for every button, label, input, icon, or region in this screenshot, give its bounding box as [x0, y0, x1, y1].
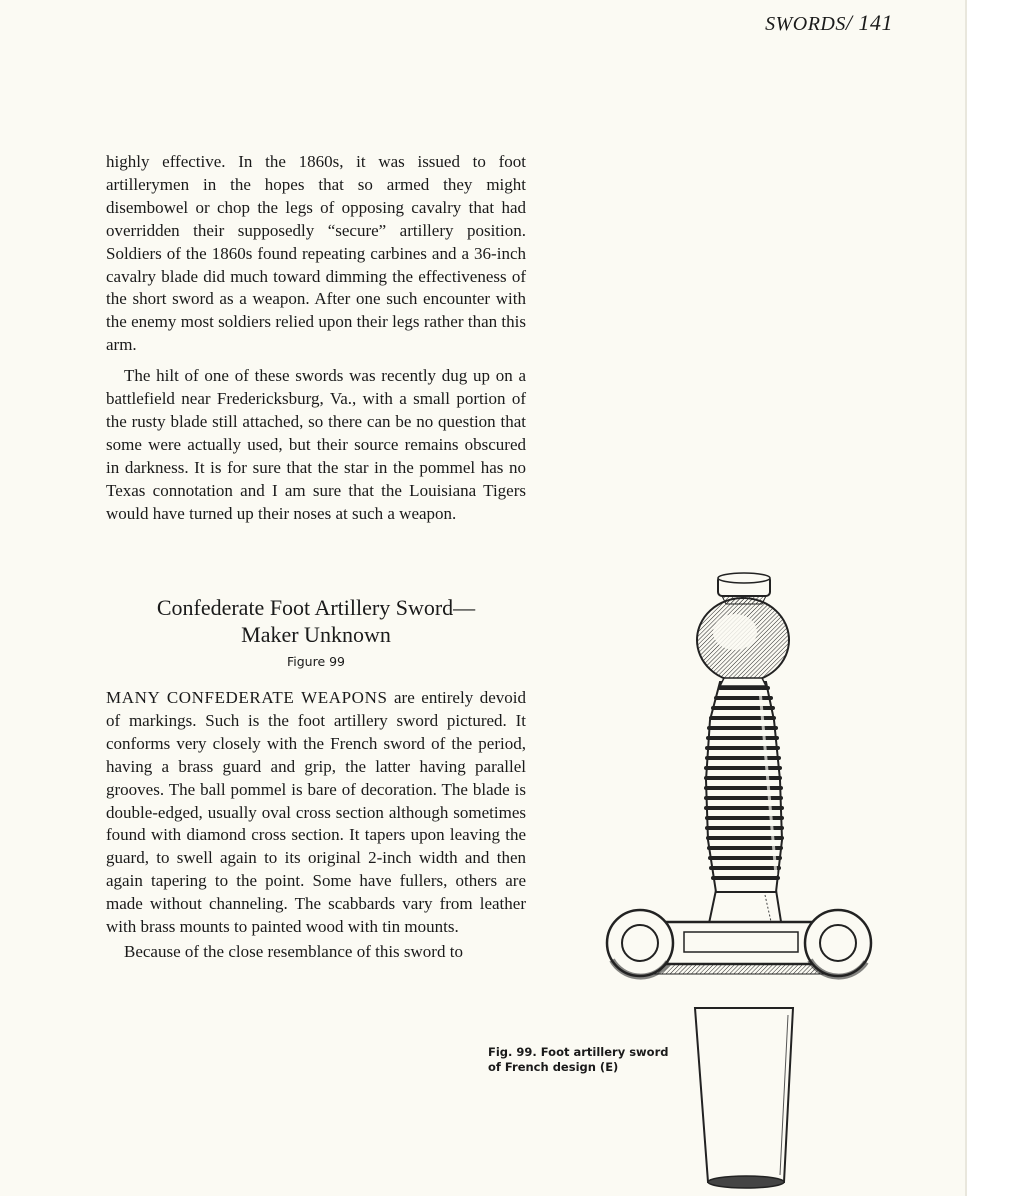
figure-label: Figure 99	[286, 654, 346, 669]
running-head-separator: /	[845, 10, 853, 35]
paragraph-3-body: are entirely devoid of markings. Such is the foot artillery sword pictured. It conforms very closely with the French sword of the period, having a brass guard and grip, the latter having parallel grooves. The ball pommel is bare of decoration. The blade is double-edged, usually oval cross section although sometimes found with diamond cross section. It tapers upon leaving the guard, to swell again to its original 2-inch width and then again tapering to the point. Some have fullers, others are made without channeling. The scabbards vary from leather with brass mounts to painted wood with tin mounts.	[106, 688, 526, 937]
figure-caption	[488, 1045, 678, 1075]
running-head	[765, 10, 893, 36]
running-head-section: SWORDS	[765, 13, 846, 35]
paragraph-3	[106, 687, 526, 939]
sword-blade	[695, 1008, 793, 1182]
caption-line-1: Fig. 99. Foot artillery sword	[488, 1045, 669, 1059]
section-title-line-2: Maker Unknown	[241, 622, 391, 647]
section-title-line-1: Confederate Foot Artillery Sword—	[156, 595, 476, 620]
paragraph-1: highly effective. In the 1860s, it was issued to foot artillerymen in the hopes that so armed they might disembowel or chop the legs of opposing cavalry that had overridden their supposedly “secure” artillery position. Soldiers of the 1860s found repeating carbines and a 36-inch cavalry blade did much toward dimming the effectiveness of the short sword as a weapon. After one such encounter with the enemy most soldiers relied upon their legs rather than this arm.	[106, 152, 526, 355]
paragraph-4: Because of the close resemblance of this sword to	[124, 941, 463, 961]
body-text-upper	[106, 151, 526, 526]
section-title	[106, 594, 526, 648]
blade-end	[708, 1176, 784, 1188]
paragraph-3-lead: MANY CONFEDERATE WEAPONS	[106, 688, 388, 707]
page-number: 141	[858, 10, 893, 35]
sword-illustration	[590, 570, 890, 1190]
paragraph-2: The hilt of one of these swords was recently dug up on a battlefield near Fredericksburg, Va., with a small portion of the rusty blade still attached, so there can be no question that some were actually used, but their source remains obscured in darkness. It is for sure that the star in the pommel has no Texas connotation and I am sure that the Louisiana Tigers would have turned up their noses at such a weapon.	[106, 366, 526, 523]
caption-line-2: of French design (E)	[488, 1060, 619, 1074]
sword-pommel	[697, 573, 789, 686]
sword-grip	[706, 682, 782, 892]
body-text-lower	[106, 687, 526, 964]
